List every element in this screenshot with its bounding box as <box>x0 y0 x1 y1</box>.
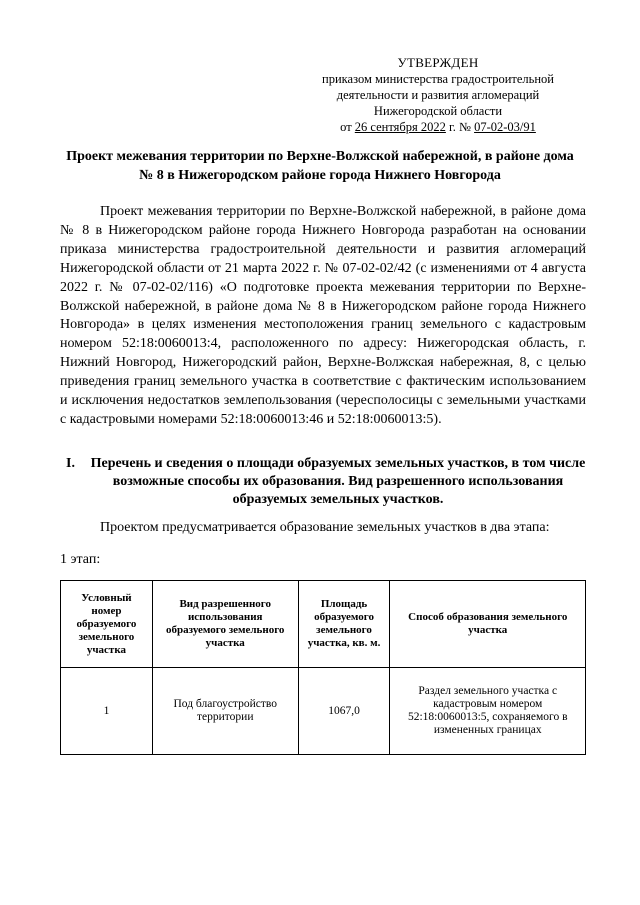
cell-formation-method: Раздел земельного участка с кадастровым номером 52:18:0060013:5, сохраняемого в измененных границах <box>390 668 586 755</box>
approval-date: 26 сентября 2022 <box>354 120 446 134</box>
header-permitted-use: Вид разрешенного использования образуемого земельного участка <box>152 581 298 668</box>
approval-year-suffix: г. № <box>449 120 471 134</box>
section-number: I. <box>66 456 75 471</box>
approval-heading: УТВЕРЖДЕН <box>397 55 479 70</box>
approval-date-line <box>298 119 578 135</box>
section-heading <box>60 455 586 509</box>
cell-plot-number: 1 <box>61 668 153 755</box>
stage-label: 1 этап: <box>60 552 101 567</box>
provides-text: Проектом предусматривается образование земельных участков в два этапа: <box>100 520 550 535</box>
cell-permitted-use: Под благоустройство территории <box>152 668 298 755</box>
approval-number: 07-02-03/91 <box>474 120 536 134</box>
table-header-row <box>61 581 586 668</box>
cell-area: 1067,0 <box>298 668 390 755</box>
document-title: Проект межевания территории по Верхне-Волжской набережной, в районе дома № 8 в Нижегородском районе города Нижнего Новгорода <box>66 149 574 183</box>
header-plot-number: Условный номер образуемого земельного участка <box>61 581 153 668</box>
approval-line-1: приказом министерства градостроительной <box>322 72 554 86</box>
header-area: Площадь образуемого земельного участка, кв. м. <box>298 581 390 668</box>
approval-line-3: Нижегородской области <box>373 104 503 118</box>
intro-paragraph: Проект межевания территории по Верхне-Волжской набережной, в районе дома № 8 в Нижегородском районе города Нижнего Новгорода разработан на основании приказа министерства градостроительной деятельности и развития агломераций Нижегородской области от 21 марта 2022 г. № 07-02-02/42 (с изменениями от 4 августа 2022 г. № 07-02-02/116) «О подготовке проекта межевания территории по Верхне-Волжской набережной, в районе дома № 8 в Нижегородском районе города Нижнего Новгорода» в целях изменения местоположения границ земельного с кадастровым номером 52:18:0060013:4, расположенного по адресу: Нижегородская область, г. Нижний Новгород, Нижегородский район, Верхне-Волжская набережная, 8, с целью приведения границ земельного участка в соответствие с фактическим использованием и исключения недостатков землепользования (чересполосицы с земельными участками с кадастровыми номерами 52:18:0060013:46 и 52:18:0060013:5). <box>60 204 586 427</box>
land-plots-table <box>60 580 586 755</box>
section-heading-text: Перечень и сведения о площади образуемых земельных участков, в том числе возможные способы их образования. Вид разрешенного использования образуемых земельных участков. <box>90 456 586 507</box>
table-row <box>61 668 586 755</box>
approval-block <box>298 55 578 135</box>
approval-prefix: от <box>340 120 352 134</box>
approval-line-2: деятельности и развития агломераций <box>336 88 540 102</box>
header-formation-method: Способ образования земельного участка <box>390 581 586 668</box>
